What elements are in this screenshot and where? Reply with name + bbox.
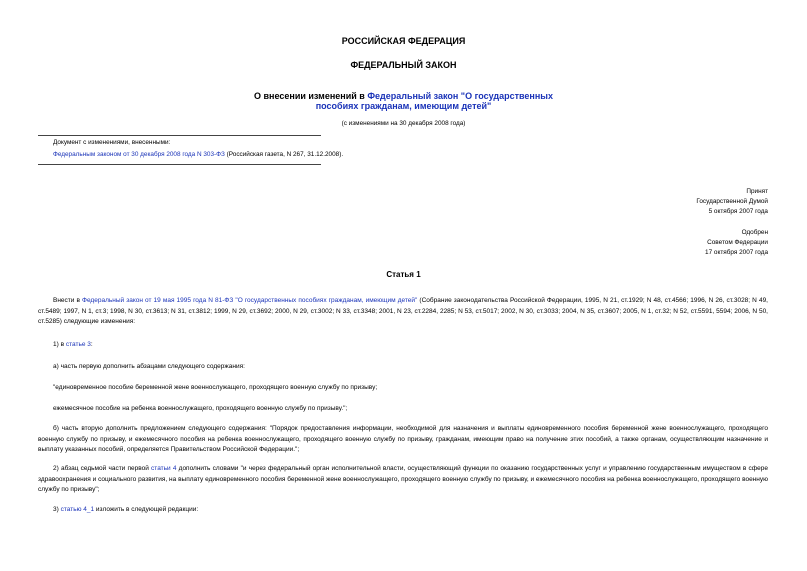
adoption-duma	[696, 187, 768, 217]
article-intro-prefix: Внести в	[53, 297, 83, 304]
law-title-link[interactable]: Федеральный закон "О государственных	[367, 91, 553, 101]
item-1a: а) часть первую дополнить абзацами следующего содержания:	[53, 363, 245, 370]
amendment-link[interactable]: Федеральным законом от 30 декабря 2008 года N 303-ФЗ	[53, 151, 225, 158]
divider-top	[38, 135, 321, 136]
law-title-prefix: О внесении изменений в	[254, 91, 368, 101]
doc-type-heading: ФЕДЕРАЛЬНЫЙ ЗАКОН	[350, 60, 457, 70]
item-3-prefix: 3)	[53, 506, 61, 513]
article-intro	[38, 296, 768, 328]
item-2-suffix: дополнить словами "и через федеральный орган исполнительной власти, осуществляющий функции по оказанию государственных услуг и управлению государственным имуществом в сфере здравоохранения и социального развития, на выплату единовременного пособия беременной жене военнослужащего, проходящего военную службу по призыву, и ежемесячного пособия на ребенка военнослужащего, проходящего военную службу по призыву";	[38, 465, 768, 493]
adoption-duma-line1: Принят	[746, 188, 768, 195]
item-2	[38, 464, 768, 496]
item-3-link[interactable]: статью 4_1	[60, 506, 95, 513]
amendments-intro: Документ с изменениями, внесенными:	[53, 139, 171, 146]
article-intro-suffix: (Собрание законодательства Российской Федерации, 1995, N 21, ст.1929; N 48, ст.4566; 1996, N 26, ст.3028; N 49, ст.5489; 1997, N 1, ст.3; 1998, N 30, ст.3613; N 31, ст.3812; 1999, N 29, ст.3692; 2000, N 29, ст.3002; N 33, ст.3348; 2001, N 23, ст.2284, 2285; N 53, ст.5017; 2002, N 30, ст.3033; 2004, N 35, ст.3607; 2005, N 1, ст.32; N 52, ст.5591, 5594; 2006, N 50, ст.5285) следующие изменения:	[38, 297, 768, 325]
item-1b: б) часть вторую дополнить предложением следующего содержания: "Порядок предоставления информации, необходимой для назначения и выплаты единовременного пособия беременной жене военнослужащего, проходящего военную службу по призыву, и ежемесячного пособия на ребенка военнослужащего, проходящего военную службу по призыву, гражданам, имеющим право на получение этих пособий, а также органам, осуществляющим назначение и выплату указанных пособий, определяется Правительством Российской Федерации.";	[38, 425, 768, 453]
adoption-council-line2: Советом Федерации	[707, 239, 768, 246]
item-3	[53, 505, 198, 516]
item-1-link[interactable]: статье 3	[65, 341, 91, 348]
adoption-duma-date: 5 октября 2007 года	[708, 208, 768, 215]
adoption-council	[705, 228, 768, 258]
revision-note: (с изменениями на 30 декабря 2008 года)	[341, 120, 466, 127]
adoption-council-date: 17 октября 2007 года	[705, 249, 768, 256]
item-1-prefix: 1) в	[53, 341, 66, 348]
item-2-prefix: 2) абзац седьмой части первой	[53, 465, 152, 472]
item-2-link[interactable]: статьи 4	[151, 465, 177, 472]
item-1a-quote-1: "единовременное пособие беременной жене военнослужащего, проходящего военную службу по призыву;	[53, 384, 378, 391]
article-heading: Статья 1	[386, 270, 421, 279]
country-heading: РОССИЙСКАЯ ФЕДЕРАЦИЯ	[341, 36, 466, 46]
law-title	[0, 91, 807, 111]
item-1a-quote-2: ежемесячное пособие на ребенка военнослужащего, проходящего военную службу по призыву.";	[53, 405, 348, 412]
item-3-suffix: изложить в следующей редакции:	[94, 506, 199, 513]
amendment-suffix: (Российская газета, N 267, 31.12.2008).	[224, 151, 344, 158]
divider-bottom	[38, 164, 321, 165]
amendments-line	[53, 150, 343, 160]
article-intro-link[interactable]: Федеральный закон от 19 мая 1995 года N 81-ФЗ "О государственных пособиях гражданам, имеющим детей"	[82, 297, 418, 304]
item-1-suffix: :	[90, 341, 93, 348]
adoption-duma-line2: Государственной Думой	[696, 198, 768, 205]
adoption-council-line1: Одобрен	[741, 229, 768, 236]
law-title-link-line2[interactable]: пособиях гражданам, имеющим детей"	[315, 101, 492, 111]
item-1	[53, 340, 93, 351]
